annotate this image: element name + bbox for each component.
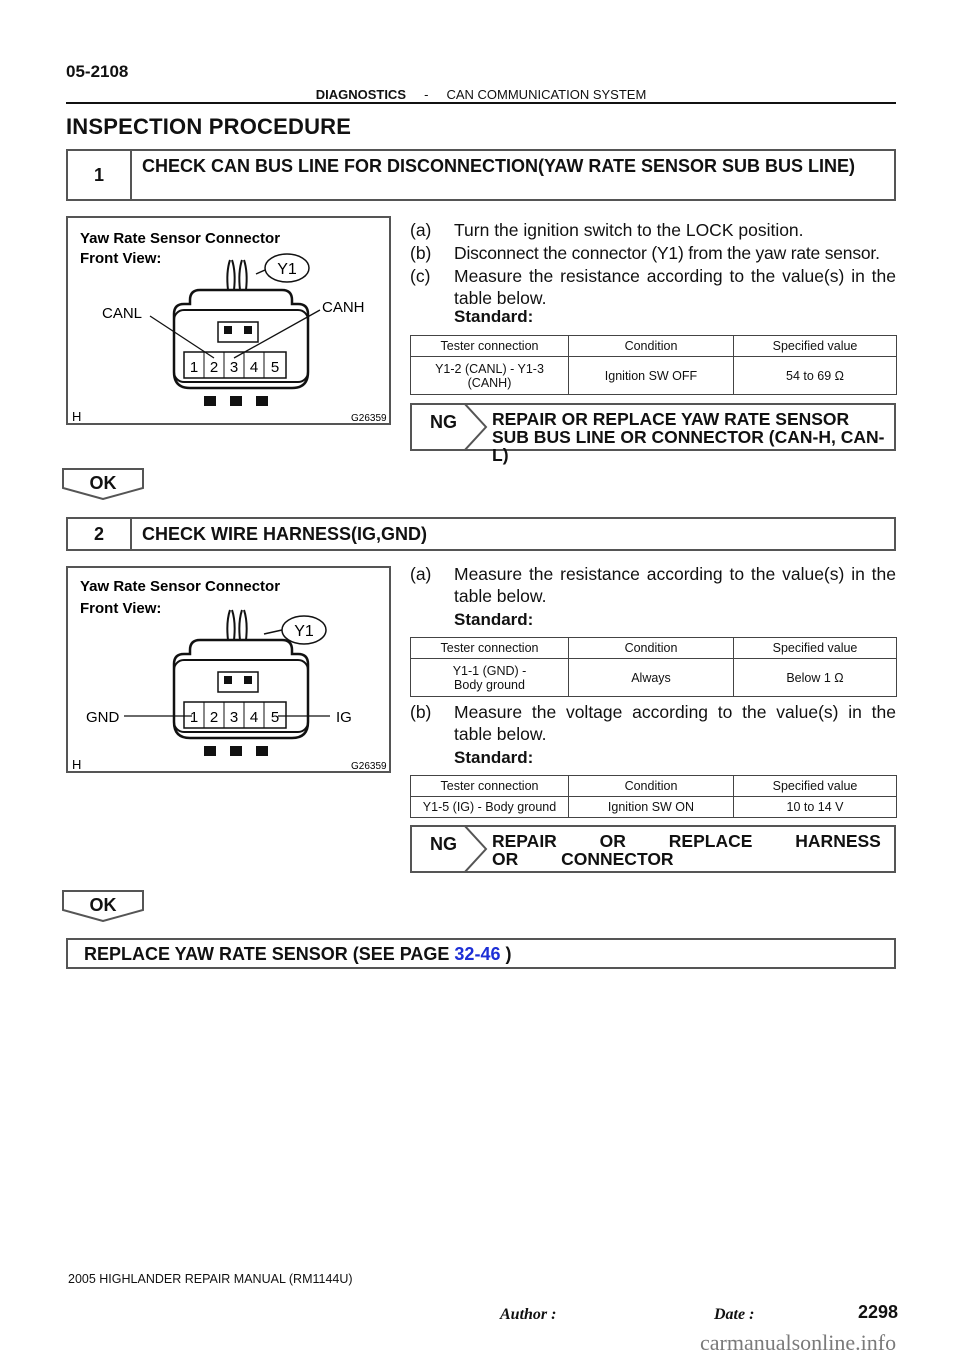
header-rule xyxy=(66,102,896,104)
ng-arrow-icon xyxy=(464,403,494,451)
pin-4: 4 xyxy=(249,709,259,726)
table-header: Tester connection xyxy=(411,638,569,659)
ok-label: OK xyxy=(89,895,117,915)
final-action-box xyxy=(66,938,896,969)
pin-5: 5 xyxy=(270,359,280,376)
instruction-label: (c) xyxy=(410,266,431,286)
standard-label: Standard: xyxy=(454,610,534,629)
instruction-label: (b) xyxy=(410,702,432,722)
step-title: CHECK WIRE HARNESS(IG,GND) xyxy=(142,524,428,544)
pin-5: 5 xyxy=(270,709,280,726)
subsection-name: CAN COMMUNICATION SYSTEM xyxy=(446,87,647,102)
step-number: 2 xyxy=(68,519,132,549)
instruction-label: (b) xyxy=(410,243,432,263)
ig-label: IG xyxy=(336,709,352,726)
table-cell: Y1-1 (GND) - Body ground xyxy=(411,659,569,697)
table-header: Tester connection xyxy=(411,776,569,797)
table-header: Condition xyxy=(569,776,734,797)
table-cell: Always xyxy=(569,659,734,697)
canh-label: CANH xyxy=(322,299,365,316)
instruction-label: (a) xyxy=(410,564,432,584)
table-header: Specified value xyxy=(734,638,897,659)
manual-footer: 2005 HIGHLANDER REPAIR MANUAL (RM1144U) xyxy=(68,1272,353,1286)
date-label: Date : xyxy=(714,1306,755,1323)
instruction-list-2b xyxy=(410,701,900,747)
page-title: INSPECTION PROCEDURE xyxy=(66,114,352,139)
section-name: DIAGNOSTICS xyxy=(315,87,406,102)
ng-label: NG xyxy=(430,412,457,432)
pin-3: 3 xyxy=(229,709,239,726)
spec-table-2a xyxy=(410,637,897,697)
spec-table-2b xyxy=(410,775,897,818)
step-title: CHECK CAN BUS LINE FOR DISCONNECTION(YAW RATE SENSOR SUB BUS LINE) xyxy=(142,156,856,176)
instruction-text: Turn the ignition switch to the LOCK position. xyxy=(454,220,804,240)
instruction-label: (a) xyxy=(410,220,432,240)
ok-result-2 xyxy=(62,890,144,922)
figure-caption-1: Yaw Rate Sensor Connector xyxy=(80,230,281,247)
page-code: 05-2108 xyxy=(66,62,129,81)
table-cell: Below 1 Ω xyxy=(734,659,897,697)
table-cell: Ignition SW OFF xyxy=(569,357,734,395)
instruction-text: Measure the resistance according to the value(s) in the table below. xyxy=(454,266,896,308)
corner-mark: H xyxy=(72,757,82,771)
corner-mark: H xyxy=(72,409,82,423)
ng-action: REPAIR OR REPLACE HARNESS OR CONNECTOR xyxy=(492,831,881,869)
pin-3: 3 xyxy=(229,359,239,376)
spec-table-1 xyxy=(410,335,897,395)
table-header: Condition xyxy=(569,638,734,659)
pin-1: 1 xyxy=(189,709,199,726)
watermark: carmanualsonline.info xyxy=(700,1330,897,1355)
ng-result-box-2 xyxy=(410,825,896,873)
standard-label: Standard: xyxy=(454,307,534,326)
table-header: Condition xyxy=(569,336,734,357)
running-header xyxy=(66,87,896,102)
figure-id: G26359 xyxy=(351,761,387,771)
table-cell: 54 to 69 Ω xyxy=(734,357,897,395)
standard-label: Standard: xyxy=(454,748,534,767)
ng-result-box-1 xyxy=(410,403,896,465)
ok-result-1 xyxy=(62,468,144,500)
pin-2: 2 xyxy=(209,709,219,726)
step-1-header xyxy=(66,149,896,201)
connector-id: Y1 xyxy=(277,261,297,278)
header-separator: - xyxy=(424,87,429,102)
wire-harness-icon xyxy=(227,610,246,640)
ng-label: NG xyxy=(430,834,457,854)
instruction-text: Measure the resistance according to the value(s) in the table below. xyxy=(454,564,896,606)
pin-4: 4 xyxy=(249,359,259,376)
page-number: 2298 xyxy=(858,1302,899,1322)
table-cell: 10 to 14 V xyxy=(734,797,897,818)
connector-icon xyxy=(174,290,308,406)
instruction-text: Measure the voltage according to the value(s) in the table below. xyxy=(454,702,896,744)
figure-caption-2: Front View: xyxy=(80,600,162,617)
connector-icon xyxy=(174,640,308,756)
ng-action: REPAIR OR REPLACE YAW RATE SENSOR SUB BUS LINE OR CONNECTOR (CAN-H, CAN-L) xyxy=(492,409,885,465)
pin-1: 1 xyxy=(189,359,199,376)
wire-harness-icon xyxy=(227,260,246,290)
table-header: Specified value xyxy=(734,336,897,357)
page-link[interactable]: 32-46 xyxy=(454,944,501,964)
author-label: Author : xyxy=(500,1306,557,1323)
table-cell: Ignition SW ON xyxy=(569,797,734,818)
gnd-label: GND xyxy=(86,709,120,726)
instruction-list-2a xyxy=(410,563,900,609)
pin-2: 2 xyxy=(209,359,219,376)
table-cell: Y1-2 (CANL) - Y1-3 (CANH) xyxy=(411,357,569,395)
figure-caption-1: Yaw Rate Sensor Connector xyxy=(80,578,281,595)
connector-figure-1 xyxy=(66,216,391,425)
step-2-header xyxy=(66,517,896,551)
connector-id: Y1 xyxy=(294,623,314,640)
table-cell: Y1-5 (IG) - Body ground xyxy=(411,797,569,818)
figure-id: G26359 xyxy=(351,413,387,423)
figure-caption-2: Front View: xyxy=(80,250,162,267)
connector-figure-2 xyxy=(66,566,391,773)
final-action-text: REPLACE YAW RATE SENSOR (SEE PAGE xyxy=(84,944,450,964)
ok-label: OK xyxy=(89,473,117,493)
canl-label: CANL xyxy=(102,305,143,322)
table-header: Tester connection xyxy=(411,336,569,357)
ng-arrow-icon xyxy=(464,825,494,873)
instruction-text: Disconnect the connector (Y1) from the yaw rate sensor. xyxy=(454,243,880,263)
final-action-close: ) xyxy=(505,944,512,964)
table-header: Specified value xyxy=(734,776,897,797)
step-number: 1 xyxy=(68,151,132,199)
